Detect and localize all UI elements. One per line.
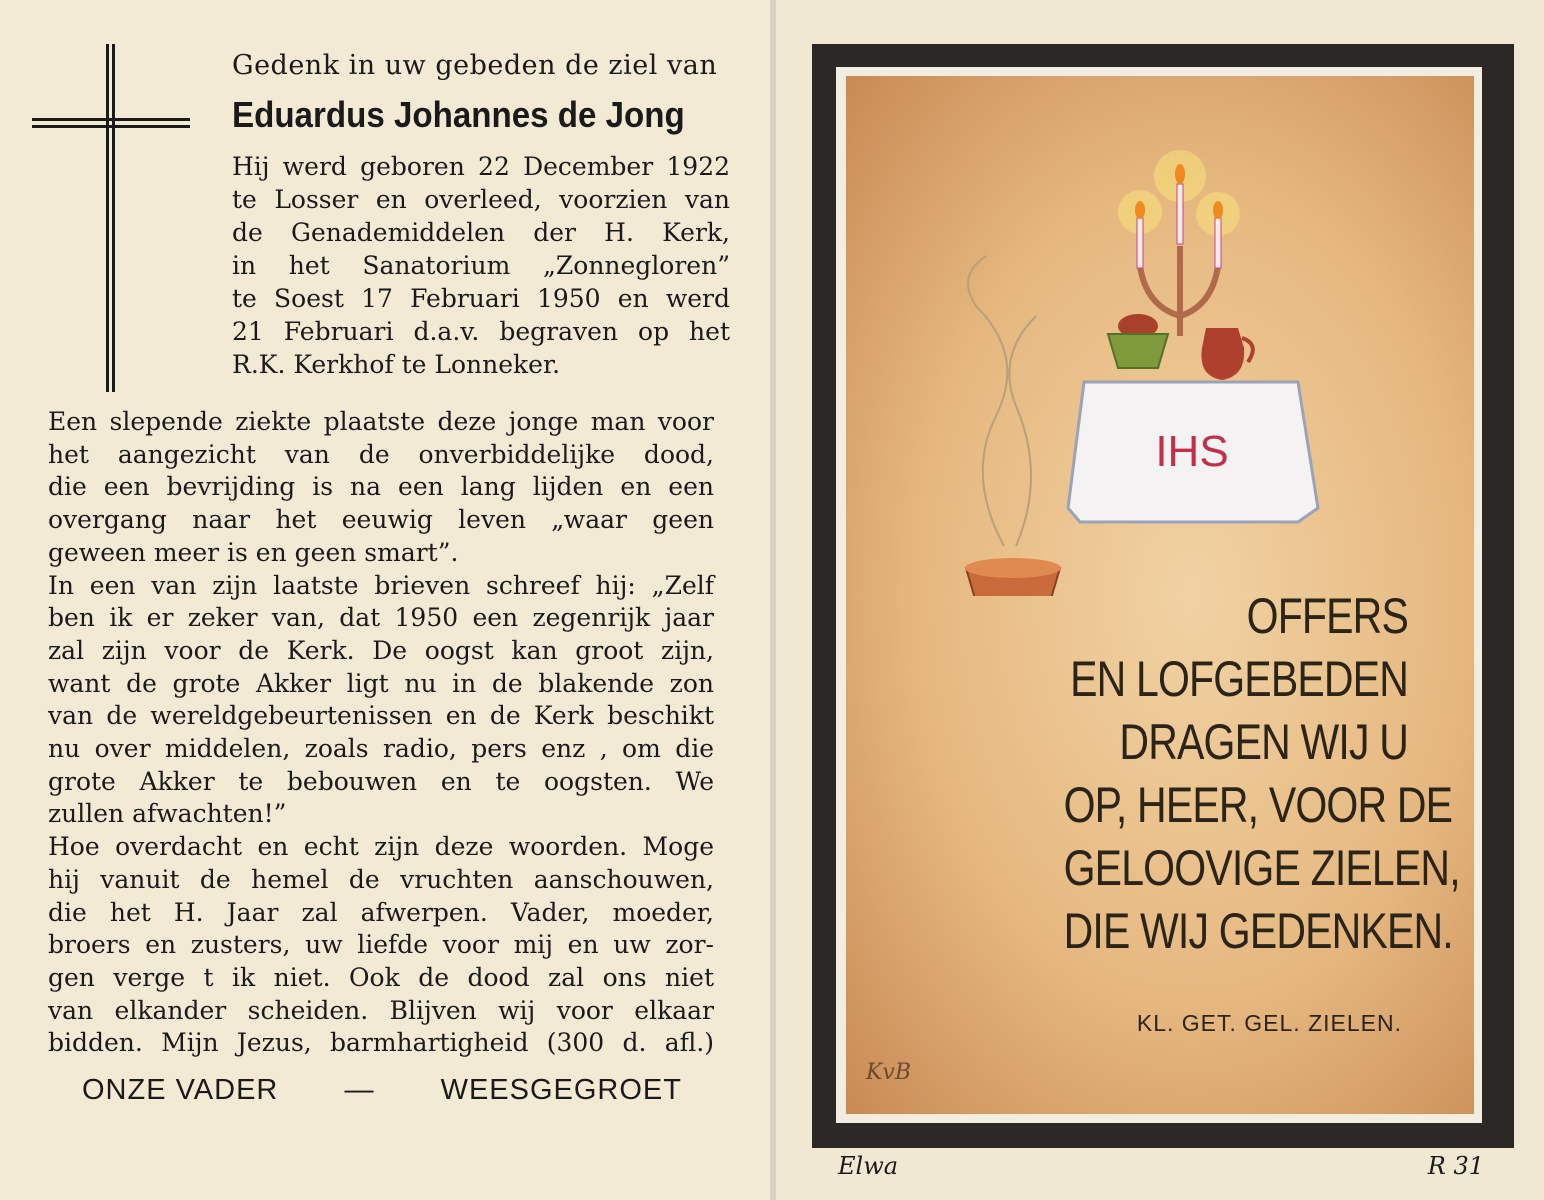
memorial-text-card bbox=[0, 0, 770, 1200]
body-line: overgang naar het eeuwig leven „waar geen bbox=[48, 505, 714, 535]
body-line: die een bevrijding is na een lang lijden en een bbox=[48, 472, 714, 502]
body-line: nu over middelen, zoals radio, pers enz , om die bbox=[48, 734, 714, 764]
candle-icon bbox=[1177, 184, 1183, 244]
body-line: want de grote Akker ligt nu in de blakende zon bbox=[48, 668, 714, 698]
body-line: geween meer is en geen smart”. bbox=[48, 537, 459, 567]
body-line: Hoe overdacht en echt zijn deze woorden. Moge bbox=[48, 832, 714, 862]
cross-icon bbox=[106, 44, 109, 392]
verse-line: OP, HEER, VOOR DE bbox=[1063, 777, 1453, 833]
verse-source: KL. GET. GEL. ZIELEN. bbox=[1136, 1010, 1402, 1036]
verse bbox=[1063, 585, 1460, 963]
candle-icon bbox=[1215, 218, 1221, 268]
intro-text: Gedenk in uw gebeden de ziel van bbox=[232, 50, 718, 81]
ihs-monogram: IHS bbox=[1155, 427, 1229, 476]
body-line: grote Akker te bebouwen en te oogsten. We bbox=[48, 766, 714, 796]
cross-icon-bar bbox=[32, 125, 190, 128]
bio-line: de Genademiddelen der H. Kerk, bbox=[232, 218, 730, 247]
body-line: van elkander scheiden. Blijven wij voor elkaar bbox=[48, 995, 714, 1025]
body-line: die het H. Jaar zal afwerpen. Vader, moeder, bbox=[48, 897, 714, 927]
bio-line: 21 Februari d.a.v. begraven op het bbox=[232, 317, 730, 346]
candle-icon bbox=[1137, 218, 1143, 268]
prayer-weesgegroet: WEESGEGROET bbox=[440, 1074, 682, 1106]
artist-signature: KvB bbox=[866, 1060, 912, 1085]
verse-line: EN LOFGEBEDEN bbox=[1070, 651, 1408, 707]
verse-line: OFFERS bbox=[1246, 588, 1408, 644]
bio-line: Hij werd geboren 22 December 1922 bbox=[232, 152, 730, 181]
body-line: gen verge t ik niet. Ook de dood zal ons niet bbox=[48, 962, 714, 992]
body-line: zullen afwachten!” bbox=[48, 799, 287, 829]
verse-line: GELOOVIGE ZIELEN, bbox=[1063, 840, 1460, 896]
bowl-icon bbox=[1108, 334, 1168, 368]
body-line: broers en zusters, uw liefde voor mij en uw zor- bbox=[48, 930, 714, 960]
publisher-mark: Elwa bbox=[838, 1152, 899, 1180]
verse-line: DIE WIJ GEDENKEN. bbox=[1063, 903, 1453, 959]
bio-line: te Soest 17 Februari 1950 en werd bbox=[232, 284, 730, 313]
prayer-list bbox=[82, 1074, 682, 1107]
prayer-separator: — bbox=[344, 1074, 375, 1106]
body-line: hij vanuit de hemel de vruchten aanschouwen, bbox=[48, 864, 714, 894]
card-number: R 31 bbox=[1427, 1152, 1484, 1180]
cross-icon-bar bbox=[32, 118, 190, 121]
memorial-body bbox=[48, 406, 714, 1060]
body-line: Een slepende ziekte plaatste deze jonge man voor bbox=[48, 407, 714, 436]
jug-icon bbox=[1201, 328, 1244, 380]
altar-illustration bbox=[846, 76, 1474, 596]
biography bbox=[232, 150, 730, 381]
verse-line: DRAGEN WIJ U bbox=[1119, 714, 1408, 770]
illustration-card bbox=[776, 0, 1544, 1200]
body-line: van de wereldgebeurtenissen en de Kerk beschikt bbox=[48, 701, 714, 731]
flame-icon bbox=[1213, 201, 1223, 219]
incense-smoke bbox=[968, 256, 1036, 546]
bio-line: R.K. Kerkhof te Lonneker. bbox=[232, 350, 561, 379]
body-line: het aangezicht van de onverbiddelijke dood, bbox=[48, 439, 714, 469]
cross-icon-line bbox=[112, 44, 115, 392]
body-line: bidden. Mijn Jezus, barmhartigheid (300 d. afl.) bbox=[48, 1028, 714, 1058]
prayer-onze-vader: ONZE VADER bbox=[82, 1074, 279, 1106]
flame-icon bbox=[1175, 164, 1185, 184]
flame-icon bbox=[1135, 201, 1145, 219]
bio-line: in het Sanatorium „Zonnegloren” bbox=[232, 251, 730, 280]
deceased-name: Eduardus Johannes de Jong bbox=[232, 94, 685, 135]
censer-lid bbox=[965, 558, 1061, 578]
bio-line: te Losser en overleed, voorzien van bbox=[232, 185, 730, 214]
body-line: zal zijn voor de Kerk. De oogst kan groot zijn, bbox=[48, 635, 714, 665]
body-line: In een van zijn laatste brieven schreef hij: „Zelf bbox=[48, 570, 714, 600]
body-line: ben ik er zeker van, dat 1950 een zegenrijk jaar bbox=[48, 603, 714, 633]
